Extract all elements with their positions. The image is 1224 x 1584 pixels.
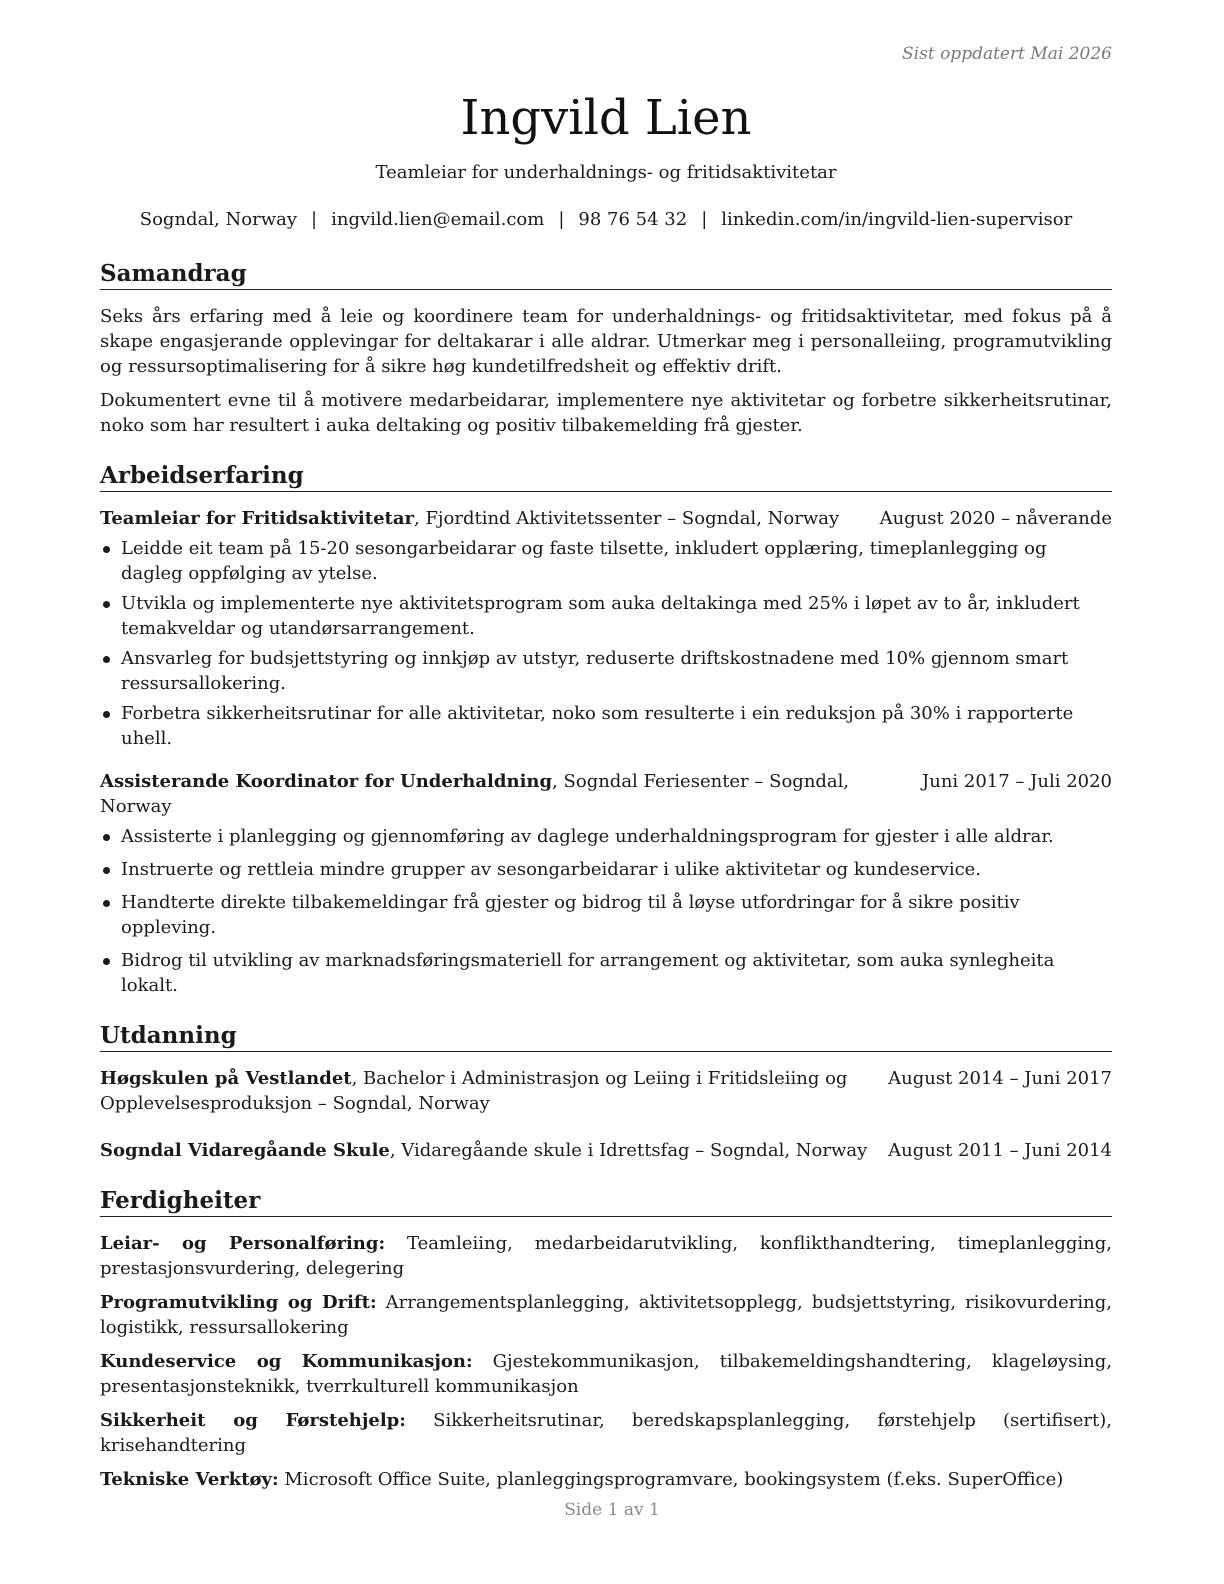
job-date: Juni 2017 – Juli 2020 xyxy=(922,771,1112,792)
section-heading-skills: Ferdigheiter xyxy=(100,1187,1112,1217)
education-date: August 2011 – Juni 2014 xyxy=(888,1140,1112,1161)
contact-separator: | xyxy=(558,209,565,230)
job-header xyxy=(100,769,1112,819)
job-bullets xyxy=(100,824,1112,998)
candidate-name: Ingvild Lien xyxy=(460,90,752,146)
skill-row xyxy=(100,1408,1112,1458)
job-header xyxy=(100,506,1112,531)
education-detail: , Bachelor i Administrasjon og Leiing i Fritidsleiing og Opplevelsesproduksjon – Sogndal, Norway xyxy=(100,1068,848,1114)
job-bullet: Instruerte og rettleia mindre grupper av sesongarbeidarar i ulike aktivitetar og kundeservice. xyxy=(100,857,1112,882)
section-heading-education: Utdanning xyxy=(100,1022,1112,1052)
job-title: Assisterande Koordinator for Underhaldning xyxy=(100,771,553,792)
job-place: , Sogndal Feriesenter – Sogndal, Norway xyxy=(100,771,850,817)
job-place: , Fjordtind Aktivitetssenter – Sogndal, Norway xyxy=(414,508,840,529)
job-date: August 2020 – nåverande xyxy=(879,508,1112,529)
education-header xyxy=(100,1138,1112,1163)
section-heading-summary: Samandrag xyxy=(100,260,1112,290)
summary-paragraph: Dokumentert evne til å motivere medarbeidarar, implementere nye aktivitetar og forbetre sikkerheitsrutinar, noko som har resultert i auka deltaking og positiv tilbakemelding frå gjester. xyxy=(100,390,1112,436)
skill-label: Kundeservice og Kommunikasjon: xyxy=(100,1351,473,1372)
job-bullets xyxy=(100,536,1112,751)
education-entry xyxy=(100,1138,1112,1163)
skill-text: Microsoft Office Suite, planleggingsprogramvare, bookingsystem (f.eks. SuperOffice) xyxy=(278,1469,1064,1490)
skill-label: Tekniske Verktøy: xyxy=(100,1469,279,1490)
school-name: Høgskulen på Vestlandet xyxy=(100,1068,352,1089)
education-detail: , Vidaregåande skule i Idrettsfag – Sogndal, Norway xyxy=(389,1140,868,1161)
contact-phone: 98 76 54 32 xyxy=(578,209,688,230)
job-entry xyxy=(100,506,1112,751)
skill-row xyxy=(100,1290,1112,1340)
section-heading-experience: Arbeidserfaring xyxy=(100,462,1112,492)
job-bullet: Bidrog til utvikling av marknadsføringsmateriell for arrangement og aktivitetar, som auka synlegheita lokalt. xyxy=(100,948,1112,998)
contact-location: Sogndal, Norway xyxy=(139,209,298,230)
page-number: Side 1 av 1 xyxy=(564,1500,660,1520)
skill-row xyxy=(100,1467,1112,1492)
job-bullet: Assisterte i planlegging og gjennomføring av daglege underhaldningsprogram for gjester i alle aldrar. xyxy=(100,824,1112,849)
headline: Teamleiar for underhaldnings- og fritidsaktivitetar xyxy=(375,162,837,183)
contact-line xyxy=(100,209,1112,230)
job-bullet: Utvikla og implementerte nye aktivitetsprogram som auka deltakinga med 25% i løpet av to år, inkludert temakveldar og utandørsarrangement. xyxy=(100,591,1112,641)
skill-label: Programutvikling og Drift: xyxy=(100,1292,377,1313)
job-bullet: Leidde eit team på 15-20 sesongarbeidarar og faste tilsette, inkludert opplæring, timeplanlegging og dagleg oppfølging av ytelse. xyxy=(100,536,1112,586)
job-bullet: Forbetra sikkerheitsrutinar for alle aktivitetar, noko som resulterte i ein reduksjon på 30% i rapporterte uhell. xyxy=(100,701,1112,751)
job-bullet: Handterte direkte tilbakemeldingar frå gjester og bidrog til å løyse utfordringar for å sikre positiv oppleving. xyxy=(100,890,1112,940)
job-title: Teamleiar for Fritidsaktivitetar xyxy=(100,508,414,529)
skill-text: Arrangementsplanlegging, aktivitetsopplegg, budsjettstyring, risikovurdering, logistikk, ressursallokering xyxy=(100,1292,1112,1338)
contact-separator: | xyxy=(311,209,318,230)
contact-separator: | xyxy=(701,209,708,230)
education-entry xyxy=(100,1066,1112,1116)
skill-label: Leiar- og Personalføring: xyxy=(100,1233,386,1254)
skill-text: Gjestekommunikasjon, tilbakemeldingshandtering, klageløysing, presentasjonsteknikk, tverrkulturell kommunikasjon xyxy=(100,1351,1112,1397)
summary-paragraph: Seks års erfaring med å leie og koordinere team for underhaldnings- og fritidsaktivitetar, med fokus på å skape engasjerande opplevingar for deltakarar i alle aldrar. Utmerkar meg i personalleiing, programutvikling og ressursoptimalisering for å sikre høg kundetilfredsheit og effektiv drift. xyxy=(100,306,1112,377)
contact-email[interactable]: ingvild.lien@email.com xyxy=(331,209,545,230)
skill-text: Teamleiing, medarbeidarutvikling, konflikthandtering, timeplanlegging, prestasjonsvurdering, delegering xyxy=(100,1233,1112,1279)
school-name: Sogndal Vidaregåande Skule xyxy=(100,1140,390,1161)
skill-row xyxy=(100,1231,1112,1281)
last-updated: Sist oppdatert Mai 2026 xyxy=(902,44,1112,64)
contact-linkedin[interactable]: linkedin.com/in/ingvild-lien-supervisor xyxy=(721,209,1073,230)
education-date: August 2014 – Juni 2017 xyxy=(888,1068,1112,1089)
skill-row xyxy=(100,1349,1112,1399)
job-bullet: Ansvarleg for budsjettstyring og innkjøp av utstyr, reduserte driftskostnadene med 10% gjennom smart ressursallokering. xyxy=(100,646,1112,696)
job-entry xyxy=(100,769,1112,998)
skill-text: Sikkerheitsrutinar, beredskapsplanlegging, førstehjelp (sertifisert), krisehandtering xyxy=(100,1410,1113,1456)
skill-label: Sikkerheit og Førstehjelp: xyxy=(100,1410,406,1431)
education-header xyxy=(100,1066,1112,1116)
